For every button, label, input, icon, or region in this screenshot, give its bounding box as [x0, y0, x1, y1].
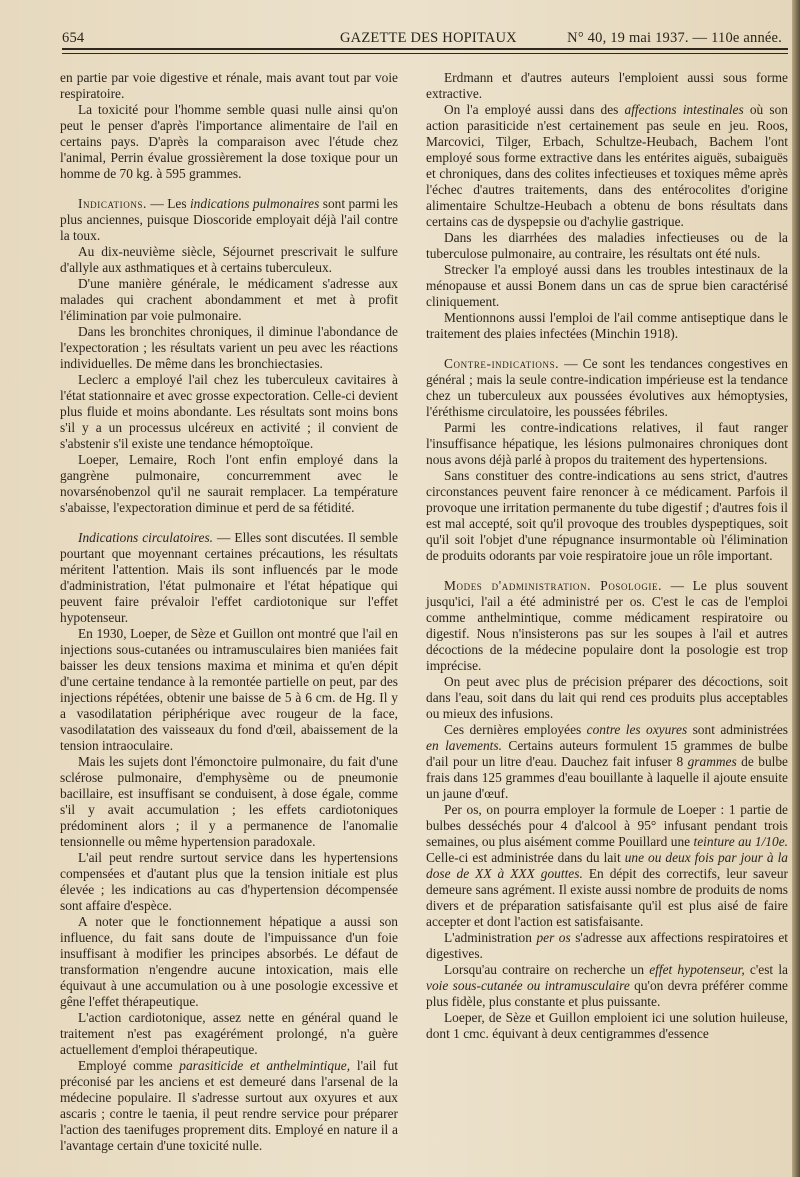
- emphasis: indications pulmonaires: [189, 196, 320, 211]
- text-run: — Les: [147, 196, 190, 211]
- text-run: qu'on devra préférer comme plus fidèle, plus constante et plus puissante.: [426, 978, 788, 1009]
- section-heading: Indications.: [78, 196, 148, 211]
- text-run: s'adresse aux affections respiratoires et digestives.: [426, 930, 788, 961]
- emphasis: teinture au 1/10e.: [693, 834, 788, 849]
- section-contraindications: [426, 356, 788, 420]
- paragraph: [426, 802, 788, 930]
- text-run: — Le plus souvent jusqu'ici, l'ail a été administré per os. C'est le cas de l'emploi comme anthelmintique, comme médicament respiratoire ou digestif. Nous n'insisterons pas sur les soupes à l'ail et autres décoctions de la médecine populaire dont la posologie est trop imprécise.: [426, 578, 788, 673]
- paragraph: Loeper, Lemaire, Roch l'ont enfin employé dans la gangrène pulmonaire, concurremment avec le novarsénobenzol qu'il ne saurait remplacer. La température s'abaisse, l'expectoration diminue et perd de sa fétidité.: [60, 452, 398, 515]
- text-run: Per os, on pourra employer la formule de Loeper : 1 partie de bulbes desséchés pour 4 d'alcool à 95° infusant pendant trois semaines, ou plus aisément comme Pouillard une: [426, 802, 788, 849]
- paragraph: Loeper, de Sèze et Guillon emploient ici une solution huileuse, dont 1 cmc. équivant à deux centigrammes d'essence: [426, 1010, 788, 1041]
- text-run: de bulbe frais dans 125 grammes d'eau bouillante à laquelle il ajoute ensuite un jaune d'œuf.: [426, 754, 788, 801]
- text-run: sont administrées: [687, 722, 788, 737]
- paragraph: [60, 1058, 398, 1154]
- emphasis: contre les oxyures: [586, 722, 688, 737]
- emphasis: une ou deux fois par jour à la dose de XX à XXX gouttes.: [426, 850, 788, 881]
- paragraph: Dans les bronchites chroniques, il diminue l'abondance de l'expectoration ; les résultats varient un peu avec les réactions individuelles. De même dans les bronchiectasies.: [60, 324, 398, 371]
- emphasis: effet hypotenseur,: [649, 962, 745, 977]
- emphasis: grammes: [687, 754, 737, 769]
- text-run: On l'a employé aussi dans des: [444, 102, 625, 117]
- paragraph: On peut avec plus de précision préparer des décoctions, soit dans l'eau, soit dans du lait qui rend ces produits plus acceptables ou mieux des infusions.: [426, 674, 788, 721]
- section-circulatory: [60, 530, 398, 626]
- emphasis: affections intestinales: [624, 102, 744, 117]
- paragraph: Mais les sujets dont l'émonctoire pulmonaire, du fait d'une sclérose pulmonaire, d'emphysème ou de pneumonie bacillaire, est insuffisant se conduisent, à dose égale, comme s'il y avait accumulation ; les effets cardiotoniques prédominent alors ; il y a permanence de l'anomalie tensionnelle ou même hypertension paradoxale.: [60, 754, 398, 849]
- text-run: sont parmi les plus anciennes, puisque Dioscoride employait déjà l'ail contre la toux.: [60, 196, 398, 243]
- paragraph: Mentionnons aussi l'emploi de l'ail comme antiseptique dans le traitement des plaies infectées (Minchin 1918).: [426, 310, 788, 341]
- page-header: [62, 24, 788, 46]
- paragraph: [426, 102, 788, 230]
- paragraph: L'ail peut rendre surtout service dans les hypertensions compensées et d'autant plus que la tension initiale est plus élevée ; les indications au cas d'hypertension décompensée sont affaire d'espèce.: [60, 850, 398, 913]
- emphasis: per os: [536, 930, 571, 945]
- section-heading: Indications circulatoires.: [78, 530, 214, 545]
- paragraph: [426, 722, 788, 802]
- page-edge-shadow: [792, 0, 800, 1177]
- paragraph: Parmi les contre-indications relatives, il faut ranger l'insuffisance hépatique, les lésions pulmonaires chroniques dont nous avons déjà parlé à propos du traitement des hypertensions.: [426, 420, 788, 467]
- paragraph: L'action cardiotonique, assez nette en général quand le traitement n'est pas exagérément prolongé, n'a guère actuellement d'emploi thérapeutique.: [60, 1010, 398, 1057]
- text-run: Employé comme: [78, 1058, 180, 1073]
- paragraph: Leclerc a employé l'ail chez les tuberculeux cavitaires à l'état stationnaire et avec grosse expectoration. Celle-ci devient plus fluide et moins abondante. Les résultats sont moins bons s'il y a un processus ulcéreux en activité ; il convient de s'abstenir s'il existe une tendance hémoptoïque.: [60, 372, 398, 451]
- paragraph: Erdmann et d'autres auteurs l'emploient aussi sous forme extractive.: [426, 70, 788, 101]
- paragraph: Dans les diarrhées des maladies infectieuses ou de la tuberculose pulmonaire, au contraire, les résultats ont été nuls.: [426, 230, 788, 261]
- text-run: — Elles sont discutées. Il semble pourtant que moyennant certaines précautions, les résultats méritent l'attention. Mais ils sont influencés par le mode d'administration, l'état pulmonaire et l'état hépatique qui peuvent faire prévaloir l'effet cardiotonique sur l'effet hypotenseur.: [60, 530, 398, 625]
- journal-title: GAZETTE DES HOPITAUX: [340, 30, 517, 46]
- section-indications: [60, 196, 398, 244]
- section-heading: Modes d'administration. Posologie.: [444, 578, 663, 593]
- paragraph: Au dix-neuvième siècle, Séjournet prescrivait le sulfure d'allyle aux asthmatiques et à certains tuberculeux.: [60, 244, 398, 275]
- text-run: Celle-ci est administrée dans du lait: [426, 850, 625, 865]
- text-run: c'est la: [744, 962, 788, 977]
- header-rule-thick: [62, 48, 788, 50]
- paragraph: [426, 930, 788, 962]
- emphasis: en lavements.: [426, 738, 502, 753]
- page-number: 654: [62, 30, 85, 46]
- section-heading: Contre-indications.: [444, 356, 560, 371]
- emphasis: voie sous-cutanée ou intramusculaire: [426, 978, 630, 993]
- text-run: Ces dernières employées: [444, 722, 587, 737]
- header-rule-thin: [62, 53, 788, 54]
- text-run: l'ail fut préconisé par les anciens et est demeuré dans l'arsenal de la médecine populaire. Il s'adresse surtout aux oxyures et aux ascaris ; contre le taenia, il peut rendre service pour préparer l'action des taenifuges proprement dits. Employé en nature il a l'avantage certain d'une toxicité nulle.: [60, 1058, 398, 1153]
- paragraph: Sans constituer des contre-indications au sens strict, d'autres circonstances peuvent faire renoncer à ce médicament. Parfois il provoque une irritation permanente du tube digestif ; d'autres fois il est mal accepté, soit qu'il provoque des troubles dyspeptiques, soit qu'il soit l'objet d'une répugnance insurmontable où l'élimination de produits odorants par voie respiratoire joue un rôle important.: [426, 468, 788, 563]
- left-column: [60, 70, 398, 1154]
- right-column: [426, 70, 788, 1042]
- text-run: Lorsqu'au contraire on recherche un: [444, 962, 650, 977]
- text-run: Certains auteurs formulent 15 grammes de bulbe d'ail pour un litre d'eau. Dauchez fait infuser 8: [426, 738, 788, 769]
- text-run: — Ce sont les tendances congestives en général ; mais la seule contre-indication impérieuse est la tendance chez un tuberculeux aux poussées évolutives aux hémoptysies, l'éréthisme circulatoire, les poussées fébriles.: [426, 356, 788, 419]
- paragraph: [426, 962, 788, 1010]
- paragraph: La toxicité pour l'homme semble quasi nulle ainsi qu'on peut le penser d'après l'importance alimentaire de l'ail en certains pays. D'après la comparaison avec l'étude chez l'animal, Perrin évalue grossièrement la dose toxique pour un homme de 70 kg. à 595 grammes.: [60, 102, 398, 181]
- paragraph: en partie par voie digestive et rénale, mais avant tout par voie respiratoire.: [60, 70, 398, 101]
- paragraph: Strecker l'a employé aussi dans les troubles intestinaux de la ménopause et aussi Bonem dans un cas de sprue bien caractérisé cliniquement.: [426, 262, 788, 309]
- text-run: En dépit des correctifs, leur saveur demeure sans agrément. Il existe aussi nombre de produits de noms divers et de préparation satisfaisante qu'il est plus aisé de faire accepter et dont l'action est satisfaisante.: [426, 866, 788, 929]
- emphasis: parasiticide et anthelmintique,: [179, 1058, 351, 1073]
- paragraph: En 1930, Loeper, de Sèze et Guillon ont montré que l'ail en injections sous-cutanées ou intramusculaires bien maniées fait baisser les deux tensions maxima et minima et qu'en dépit d'une certaine tendance à la remontée partielle on peut, par des injections répétées, obtenir une baisse de 5 à 6 cm. de Hg. Il y a vasodilatation périphérique avec rougeur de la face, vasodilatation des vaisseaux du fond d'œil, abaissement de la tension intraoculaire.: [60, 626, 398, 753]
- text-run: où son action parasiticide n'est certainement pas seule en jeu. Roos, Marcovici, Tilger, Erbach, Schultze-Heubach, Bachem l'ont employé sous forme extractive dans les entérites aiguës, subaiguës et chroniques, dans des colites infectieuses et toxiques même après l'échec d'autres traitements, dans des entérocolites d'origine alimentaire Schultze-Heubach a obtenu de bons résultats dans certains cas de dyspepsie ou d'achylie gastrique.: [426, 102, 788, 229]
- paragraph: A noter que le fonctionnement hépatique a aussi son influence, du fait sans doute de l'impuissance d'un foie insuffisant à modifier les principes absorbés. Le défaut de transformation n'engendre aucune intoxication, mais elle équivaut à une accumulation ou à une posologie excessive et gêne l'effet thérapeutique.: [60, 914, 398, 1009]
- section-administration: [426, 578, 788, 674]
- text-run: L'administration: [444, 930, 537, 945]
- paragraph: D'une manière générale, le médicament s'adresse aux malades qui crachent abondamment et met à profit l'élimination par voie pulmonaire.: [60, 276, 398, 323]
- issue-info: N° 40, 19 mai 1937. — 110e année.: [567, 30, 782, 46]
